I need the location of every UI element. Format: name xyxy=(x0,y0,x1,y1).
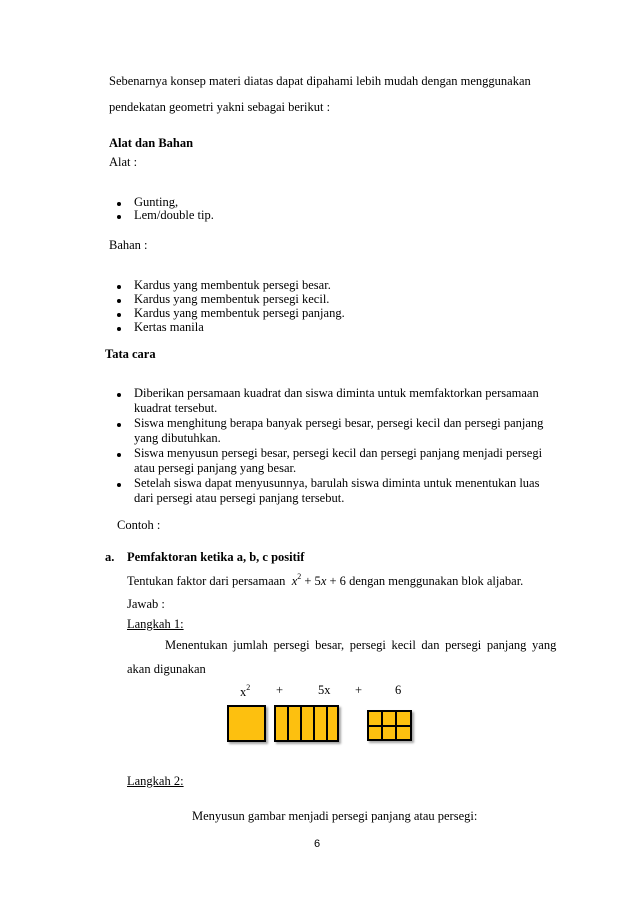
step1-line-2: akan digunakan xyxy=(127,662,206,676)
eq-x: x xyxy=(291,574,298,588)
list-item: Siswa menyusun persegi besar, persegi kecil dan persegi panjang menjadi persegi xyxy=(134,446,543,460)
intro-line-1: Sebenarnya konsep materi diatas dapat dipahami lebih mudah dengan menggunakan xyxy=(109,74,531,88)
bullet-icon xyxy=(117,202,121,206)
step1-label: Langkah 1: xyxy=(127,617,184,631)
list-item: Lem/double tip. xyxy=(134,208,214,222)
bullet-icon xyxy=(117,215,121,219)
task-after: dengan menggunakan blok aljabar. xyxy=(349,574,524,588)
eq-x2: x xyxy=(320,574,327,588)
list-item: Kertas manila xyxy=(134,320,204,334)
tata-cara-heading: Tata cara xyxy=(105,347,156,361)
divider xyxy=(313,707,315,740)
label-plus-1: + xyxy=(276,683,284,697)
step1-line-1: Menentukan jumlah persegi besar, persegi kecil dan persegi panjang yang xyxy=(165,638,557,652)
section-a-marker: a. xyxy=(105,550,115,564)
divider xyxy=(300,707,302,740)
label-5x: 5x xyxy=(318,683,331,697)
bahan-label: Bahan : xyxy=(109,238,148,252)
contoh-label: Contoh : xyxy=(117,518,161,532)
alat-bahan-heading: Alat dan Bahan xyxy=(109,136,194,150)
list-item: Kardus yang membentuk persegi besar. xyxy=(134,278,331,292)
bullet-icon xyxy=(117,285,121,289)
bullet-icon xyxy=(117,327,121,331)
divider xyxy=(287,707,289,740)
jawab-label: Jawab : xyxy=(127,597,165,611)
big-square-block xyxy=(227,705,266,742)
label-x-exp: 2 xyxy=(246,683,251,692)
step2-label: Langkah 2: xyxy=(127,774,184,788)
bullet-icon xyxy=(117,453,121,457)
divider xyxy=(369,725,410,727)
label-plus-2: + xyxy=(355,683,363,697)
list-item: Setelah siswa dapat menyusunnya, barulah siswa diminta untuk menentukan luas xyxy=(134,476,540,490)
small-square-blocks xyxy=(367,710,412,741)
intro-line-2: pendekatan geometri yakni sebagai berikut : xyxy=(109,100,331,114)
bullet-icon xyxy=(117,423,121,427)
list-item: Kardus yang membentuk persegi panjang. xyxy=(134,306,345,320)
divider xyxy=(326,707,328,740)
list-item-cont: kuadrat tersebut. xyxy=(134,401,218,415)
label-6: 6 xyxy=(395,683,402,697)
bullet-icon xyxy=(117,313,121,317)
rectangle-blocks xyxy=(274,705,339,742)
list-item-cont: atau persegi panjang yang besar. xyxy=(134,461,297,475)
label-x-squared xyxy=(240,683,250,700)
label-x-base: x xyxy=(240,685,247,699)
bullet-icon xyxy=(117,393,121,397)
task-line xyxy=(127,572,523,589)
bullet-icon xyxy=(117,483,121,487)
eq-tail: + 6 xyxy=(329,574,346,588)
list-item: Siswa menghitung berapa banyak persegi besar, persegi kecil dan persegi panjang xyxy=(134,416,544,430)
page-number: 6 xyxy=(314,838,321,850)
task-before: Tentukan faktor dari persamaan xyxy=(127,574,286,588)
bullet-icon xyxy=(117,299,121,303)
list-item: Diberikan persamaan kuadrat dan siswa diminta untuk memfaktorkan persamaan xyxy=(134,386,539,400)
alat-label: Alat : xyxy=(109,155,138,169)
list-item-cont: dari persegi atau persegi panjang tersebut. xyxy=(134,491,345,505)
list-item: Gunting, xyxy=(134,195,179,209)
section-a-title: Pemfaktoran ketika a, b, c positif xyxy=(127,550,305,564)
list-item: Kardus yang membentuk persegi kecil. xyxy=(134,292,330,306)
eq-exponent: 2 xyxy=(297,572,302,581)
step2-text: Menyusun gambar menjadi persegi panjang atau persegi: xyxy=(192,809,478,823)
eq-rest: + 5 xyxy=(304,574,321,588)
list-item-cont: yang dibutuhkan. xyxy=(134,431,221,445)
